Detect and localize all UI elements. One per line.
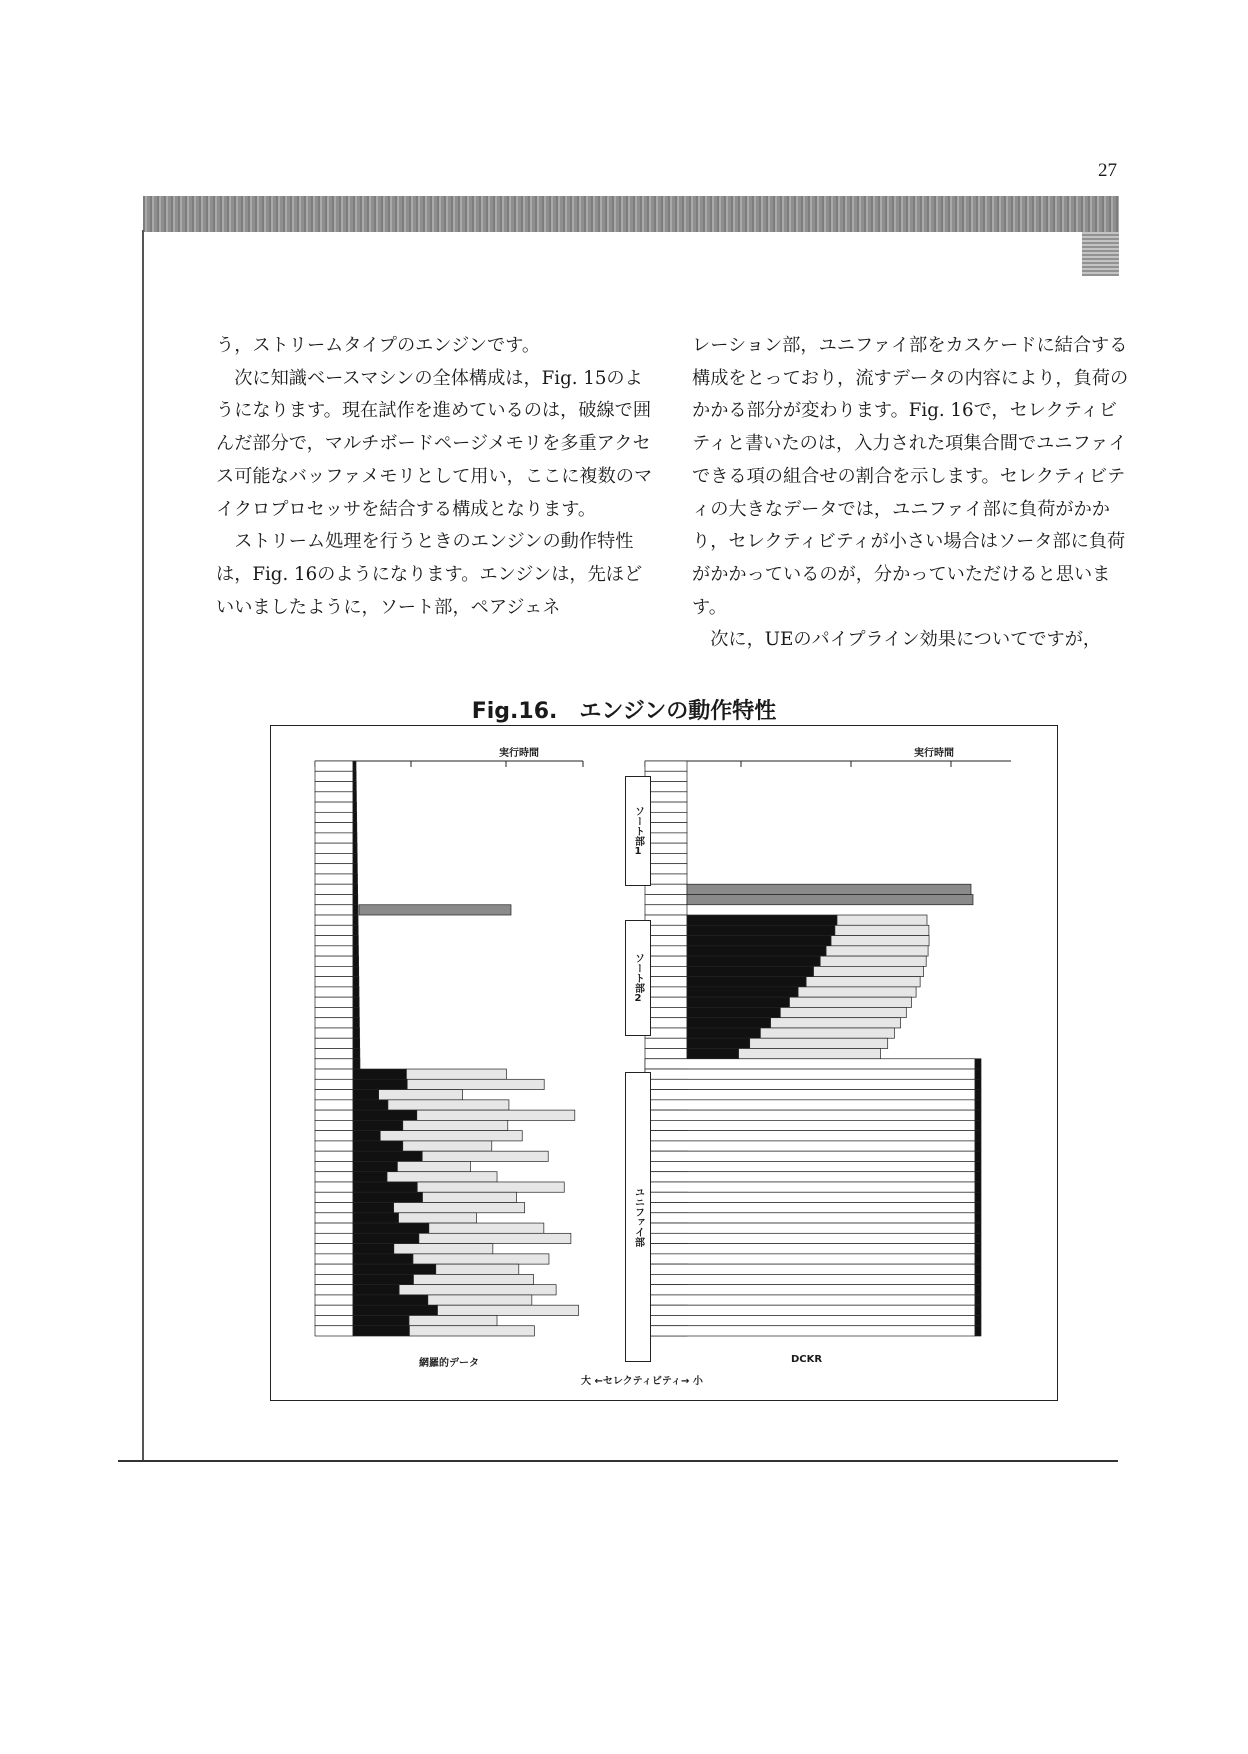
left-row-label: [315, 894, 353, 904]
right-row-label: [645, 894, 687, 904]
right-row-label: [645, 792, 687, 802]
left-bar-black: [353, 1254, 413, 1264]
right-bar-black: [975, 1079, 981, 1089]
paragraph: 次に，UEのパイプライン効果についてですが，: [710, 629, 1102, 651]
left-row-label: [315, 1244, 353, 1254]
left-bar-light: [394, 1203, 525, 1213]
left-bar-black: [353, 1018, 359, 1028]
left-row-label: [315, 997, 353, 1007]
left-bar-black: [353, 1203, 394, 1213]
paragraph: 次に知識ベースマシンの全体構成は，Fig. 15のようになります。現在試作を進めているのは，破線で囲んだ部分で，マルチボードページメモリを多重アクセス可能なバッファメモリとして用い，ここに複数のマイクロプロセッサを結合する構成となります。: [216, 367, 653, 520]
section-box-sort2: ソート部2: [625, 920, 651, 1036]
right-row-label: [645, 833, 687, 843]
left-bar-light: [423, 1192, 517, 1202]
right-row-label: [645, 946, 687, 956]
left-panel-caption: 網羅的データ: [419, 1358, 479, 1369]
right-bar-light: [645, 1223, 975, 1233]
left-bar-black: [353, 1161, 397, 1171]
right-bar-light: [814, 966, 924, 976]
left-bar-black: [353, 936, 358, 946]
left-bar-black: [353, 843, 357, 853]
left-bar-gray: [359, 905, 511, 915]
left-bar-black: [353, 1069, 406, 1079]
left-row-label: [315, 1203, 353, 1213]
right-bar-light: [645, 1172, 975, 1182]
right-bar-black: [687, 946, 826, 956]
left-bar-light: [417, 1182, 564, 1192]
left-row-label: [315, 1315, 353, 1325]
left-row-label: [315, 1120, 353, 1130]
right-bar-light: [645, 1295, 975, 1305]
left-bar-black: [353, 1141, 403, 1151]
left-bar-black: [353, 1079, 407, 1089]
left-bar-light: [422, 1151, 548, 1161]
right-bar-black: [687, 987, 798, 997]
right-bar-light: [780, 1007, 906, 1017]
left-row-label: [315, 946, 353, 956]
right-bar-light: [739, 1049, 881, 1059]
left-row-label: [315, 1161, 353, 1171]
figure-frame: [270, 725, 1058, 1401]
left-row-label: [315, 1018, 353, 1028]
left-row-label: [315, 1254, 353, 1264]
left-bar-black: [353, 823, 357, 833]
right-bar-black: [975, 1285, 981, 1295]
right-bar-black: [687, 1028, 760, 1038]
left-row-label: [315, 771, 353, 781]
left-row-label: [315, 1223, 353, 1233]
left-bar-black: [353, 1244, 394, 1254]
right-bar-black: [687, 997, 789, 1007]
right-bar-light: [645, 1203, 975, 1213]
selectivity-label: 大 ←セレクティビティ→ 小: [581, 1376, 703, 1387]
left-bar-light: [419, 1233, 571, 1243]
left-row-label: [315, 1059, 353, 1069]
right-bar-light: [645, 1069, 975, 1079]
left-bar-light: [429, 1223, 544, 1233]
left-row-label: [315, 1305, 353, 1315]
left-bar-light: [397, 1161, 470, 1171]
right-bar-black: [975, 1264, 981, 1274]
left-bar-black: [353, 894, 358, 904]
left-bar-black: [353, 1315, 409, 1325]
right-bar-black: [687, 1007, 780, 1017]
right-row-label: [645, 761, 687, 771]
right-bar-light: [645, 1120, 975, 1130]
left-row-label: [315, 915, 353, 925]
right-row-label: [645, 1007, 687, 1017]
right-bar-light: [645, 1151, 975, 1161]
left-row-label: [315, 761, 353, 771]
right-column: [692, 330, 1132, 657]
right-row-label: [645, 853, 687, 863]
right-bar-light: [645, 1305, 975, 1315]
margin-line: [142, 230, 144, 1460]
right-bar-black: [975, 1223, 981, 1233]
left-bar-black: [353, 905, 358, 915]
left-row-label: [315, 782, 353, 792]
right-bar-light: [826, 946, 928, 956]
left-bar-light: [394, 1244, 493, 1254]
left-bar-light: [399, 1213, 477, 1223]
left-bar-black: [353, 946, 358, 956]
left-bar-black: [353, 1305, 437, 1315]
left-row-label: [315, 1079, 353, 1089]
left-bar-light: [403, 1120, 508, 1130]
right-bar-light: [645, 1274, 975, 1284]
left-row-label: [315, 1110, 353, 1120]
right-bar-light: [645, 1213, 975, 1223]
right-bar-black: [687, 1038, 750, 1048]
right-row-label: [645, 1028, 687, 1038]
header-band: [143, 196, 1119, 232]
paragraph: レーション部，ユニファイ部をカスケードに結合する構成をとっており，流すデータの内容により，負荷のかかる部分が変わります。Fig. 16で，セレクティビティと書いたのは，入力された項集合間でユニファイできる項の組合せの割合を示します。セレクティビティの大きなデータでは，ユニファイ部に負荷がかかり，セレクティビティが小さい場合はソータ部に負荷がかかっているのが，分かっていただけると思います。: [692, 335, 1129, 618]
right-bar-black: [975, 1203, 981, 1213]
right-bar-light: [806, 977, 920, 987]
right-bar-light: [645, 1090, 975, 1100]
right-bar-light: [645, 1182, 975, 1192]
right-bar-gray: [687, 884, 971, 894]
right-bar-light: [645, 1161, 975, 1171]
left-row-label: [315, 1192, 353, 1202]
left-bar-black: [353, 1223, 429, 1233]
right-row-label: [645, 823, 687, 833]
left-bar-light: [409, 1326, 534, 1336]
left-bar-black: [353, 1049, 360, 1059]
right-row-label: [645, 997, 687, 1007]
left-row-label: [315, 1182, 353, 1192]
left-bar-black: [353, 1172, 387, 1182]
left-bar-black: [353, 1090, 379, 1100]
paragraph: ストリーム処理を行うときのエンジンの動作特性は，Fig. 16のようになります。エンジンは，先ほどいいましたように，ソート部，ペアジェネ: [216, 531, 643, 618]
right-bar-black: [975, 1326, 981, 1336]
right-bar-black: [975, 1244, 981, 1254]
left-row-label: [315, 792, 353, 802]
left-row-label: [315, 1007, 353, 1017]
left-row-label: [315, 833, 353, 843]
left-bar-light: [399, 1285, 556, 1295]
left-bar-light: [387, 1172, 497, 1182]
right-bar-black: [975, 1192, 981, 1202]
left-bar-light: [409, 1315, 497, 1325]
right-bar-light: [645, 1315, 975, 1325]
left-bar-light: [406, 1069, 506, 1079]
left-row-label: [315, 905, 353, 915]
right-row-label: [645, 874, 687, 884]
left-bar-black: [353, 956, 359, 966]
right-row-label: [645, 915, 687, 925]
right-bar-light: [645, 1264, 975, 1274]
left-row-label: [315, 1028, 353, 1038]
left-bar-black: [353, 1028, 360, 1038]
left-bar-black: [353, 925, 358, 935]
section-box-sort1: ソート部1: [625, 776, 651, 886]
right-bar-black: [975, 1059, 981, 1069]
right-row-label: [645, 1049, 687, 1059]
left-row-label: [315, 1038, 353, 1048]
bottom-rule: [118, 1460, 1118, 1462]
left-row-label: [315, 874, 353, 884]
left-bar-black: [353, 1100, 388, 1110]
left-bar-black: [353, 771, 356, 781]
left-row-label: [315, 1233, 353, 1243]
left-bar-light: [379, 1090, 463, 1100]
left-bar-black: [353, 1120, 403, 1130]
left-row-label: [315, 1151, 353, 1161]
left-row-label: [315, 843, 353, 853]
left-bar-black: [353, 802, 357, 812]
left-bar-light: [388, 1100, 509, 1110]
right-bar-light: [837, 915, 927, 925]
section-box-unify: ユニファイ部: [625, 1072, 651, 1362]
right-bar-black: [687, 966, 814, 976]
left-bar-light: [403, 1141, 492, 1151]
left-row-label: [315, 987, 353, 997]
right-row-label: [645, 771, 687, 781]
right-bar-light: [645, 1059, 975, 1069]
left-row-label: [315, 1090, 353, 1100]
left-panel-axis-label: 実行時間: [499, 748, 539, 759]
right-bar-light: [798, 987, 916, 997]
right-bar-black: [975, 1172, 981, 1182]
left-bar-black: [353, 874, 358, 884]
left-row-label: [315, 853, 353, 863]
left-bar-black: [353, 1110, 417, 1120]
left-bar-black: [353, 987, 359, 997]
header-tab: [1082, 232, 1119, 276]
right-row-label: [645, 782, 687, 792]
left-bar-black: [353, 1233, 419, 1243]
left-bar-black: [353, 1038, 360, 1048]
left-bar-black: [353, 1326, 409, 1336]
right-row-label: [645, 812, 687, 822]
left-bar-light: [413, 1274, 533, 1284]
left-bar-black: [353, 966, 359, 976]
right-bar-black: [975, 1254, 981, 1264]
left-bar-black: [353, 1151, 422, 1161]
right-bar-black: [975, 1315, 981, 1325]
right-bar-light: [645, 1326, 975, 1336]
left-bar-light: [437, 1305, 578, 1315]
right-row-label: [645, 925, 687, 935]
page-number: 27: [1098, 160, 1117, 181]
left-bar-light: [417, 1110, 575, 1120]
left-bar-light: [380, 1131, 522, 1141]
left-bar-black: [353, 1285, 399, 1295]
right-bar-light: [820, 956, 926, 966]
right-row-label: [645, 843, 687, 853]
right-row-label: [645, 905, 687, 915]
right-panel-axis-label: 実行時間: [914, 748, 954, 759]
left-bar-black: [353, 1007, 359, 1017]
left-bar-black: [353, 864, 357, 874]
right-bar-light: [750, 1038, 888, 1048]
left-bar-black: [353, 1295, 428, 1305]
right-bar-gray: [687, 894, 973, 904]
right-bar-light: [760, 1028, 894, 1038]
right-bar-black: [975, 1120, 981, 1130]
left-row-label: [315, 1274, 353, 1284]
left-row-label: [315, 966, 353, 976]
left-bar-black: [353, 812, 357, 822]
left-bar-light: [436, 1264, 519, 1274]
left-bar-black: [353, 1213, 399, 1223]
right-row-label: [645, 977, 687, 987]
right-row-label: [645, 884, 687, 894]
left-bar-black: [353, 833, 357, 843]
right-bar-light: [645, 1141, 975, 1151]
right-bar-light: [645, 1131, 975, 1141]
right-bar-light: [645, 1079, 975, 1089]
left-row-label: [315, 1172, 353, 1182]
right-bar-light: [645, 1233, 975, 1243]
right-row-label: [645, 956, 687, 966]
right-bar-black: [687, 1049, 739, 1059]
right-bar-black: [975, 1305, 981, 1315]
right-bar-black: [975, 1100, 981, 1110]
right-bar-light: [645, 1100, 975, 1110]
left-row-label: [315, 1213, 353, 1223]
right-bar-black: [975, 1182, 981, 1192]
right-bar-black: [975, 1069, 981, 1079]
left-bar-black: [353, 1274, 413, 1284]
left-row-label: [315, 823, 353, 833]
left-bar-black: [353, 792, 356, 802]
right-row-label: [645, 802, 687, 812]
left-row-label: [315, 1100, 353, 1110]
right-bar-black: [975, 1110, 981, 1120]
right-bar-black: [975, 1141, 981, 1151]
left-row-label: [315, 884, 353, 894]
left-bar-black: [353, 761, 356, 771]
left-bar-black: [353, 1131, 380, 1141]
right-bar-black: [687, 936, 831, 946]
left-bar-black: [353, 853, 357, 863]
right-row-label: [645, 966, 687, 976]
left-row-label: [315, 802, 353, 812]
right-row-label: [645, 1038, 687, 1048]
right-panel-caption: DCKR: [791, 1354, 823, 1365]
right-bar-black: [687, 915, 837, 925]
right-row-label: [645, 864, 687, 874]
left-bar-black: [353, 884, 358, 894]
left-row-label: [315, 925, 353, 935]
left-row-label: [315, 977, 353, 987]
right-bar-light: [645, 1110, 975, 1120]
right-bar-black: [975, 1233, 981, 1243]
left-row-label: [315, 1049, 353, 1059]
right-bar-black: [975, 1090, 981, 1100]
right-bar-black: [975, 1131, 981, 1141]
left-row-label: [315, 1326, 353, 1336]
left-column: [216, 330, 656, 624]
left-bar-black: [353, 1264, 436, 1274]
right-bar-black: [975, 1151, 981, 1161]
right-bar-light: [645, 1285, 975, 1295]
right-bar-light: [831, 936, 929, 946]
left-row-label: [315, 864, 353, 874]
right-bar-light: [771, 1018, 901, 1028]
engine-characteristics-figure: [271, 726, 1057, 1400]
left-bar-light: [407, 1079, 544, 1089]
paragraph: う，ストリームタイプのエンジンです。: [216, 335, 541, 356]
left-bar-black: [353, 977, 359, 987]
right-bar-light: [645, 1192, 975, 1202]
right-bar-light: [789, 997, 911, 1007]
right-bar-black: [975, 1274, 981, 1284]
left-row-label: [315, 812, 353, 822]
left-bar-light: [428, 1295, 532, 1305]
left-bar-black: [353, 782, 356, 792]
right-bar-black: [975, 1161, 981, 1171]
left-row-label: [315, 1141, 353, 1151]
right-bar-light: [645, 1254, 975, 1264]
right-bar-black: [975, 1213, 981, 1223]
left-bar-light: [413, 1254, 549, 1264]
left-row-label: [315, 1295, 353, 1305]
left-bar-black: [353, 1192, 423, 1202]
right-bar-black: [687, 1018, 771, 1028]
left-bar-black: [353, 1059, 360, 1069]
right-bar-black: [687, 956, 820, 966]
figure-title: Fig.16. エンジンの動作特性: [471, 699, 777, 724]
left-bar-black: [353, 1182, 417, 1192]
right-row-label: [645, 936, 687, 946]
right-bar-black: [687, 977, 806, 987]
left-row-label: [315, 936, 353, 946]
right-bar-light: [835, 925, 929, 935]
left-row-label: [315, 1264, 353, 1274]
right-bar-black: [975, 1295, 981, 1305]
left-row-label: [315, 1285, 353, 1295]
left-row-label: [315, 1131, 353, 1141]
right-bar-light: [645, 1244, 975, 1254]
left-bar-black: [353, 915, 358, 925]
left-row-label: [315, 956, 353, 966]
left-bar-black: [353, 997, 359, 1007]
right-row-label: [645, 1018, 687, 1028]
left-row-label: [315, 1069, 353, 1079]
right-row-label: [645, 987, 687, 997]
right-bar-black: [687, 925, 835, 935]
